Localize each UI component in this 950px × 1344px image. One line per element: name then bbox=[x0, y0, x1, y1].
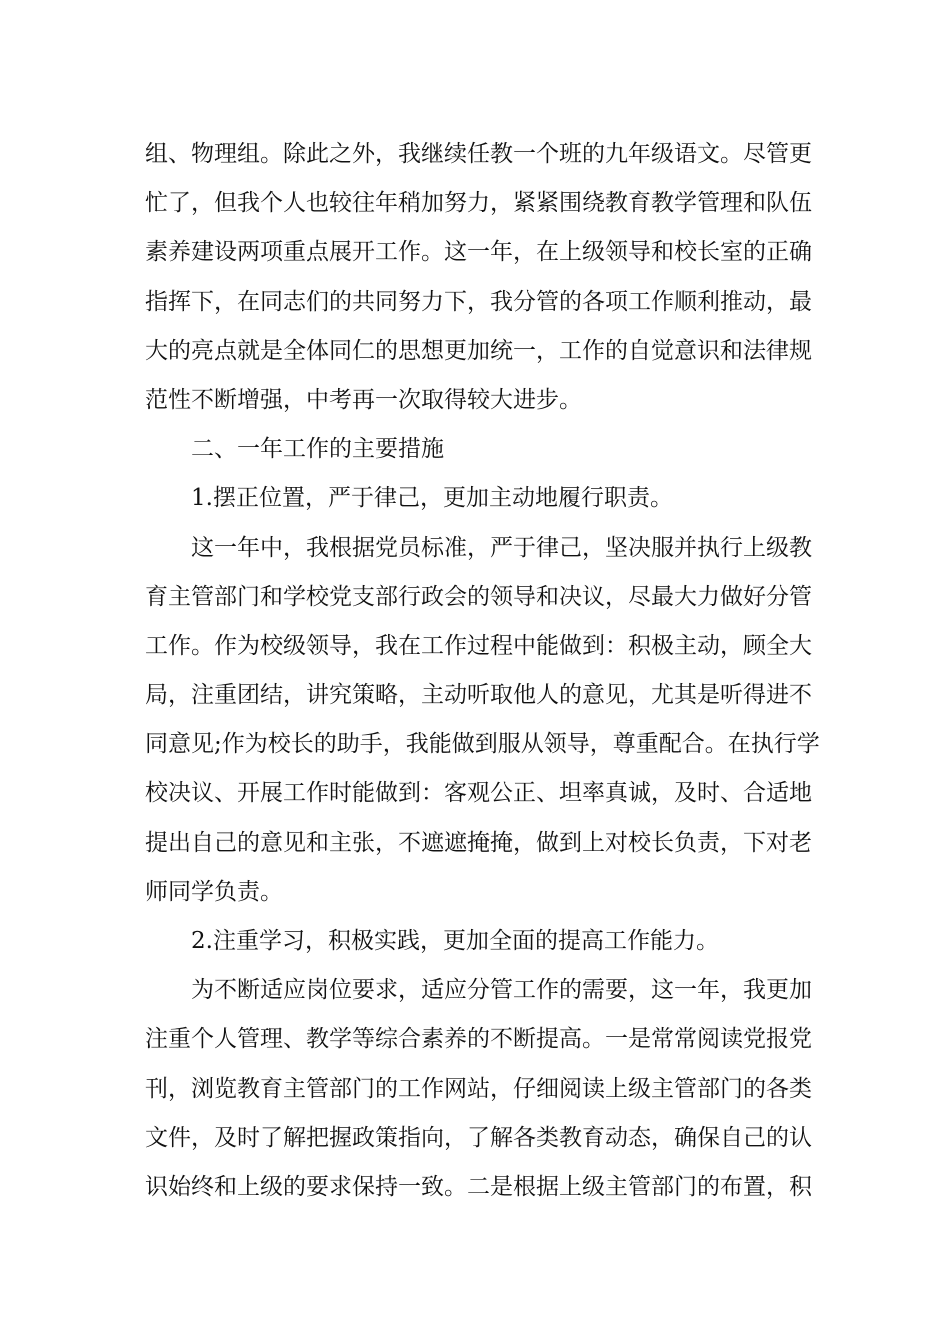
text-line: 提出自己的意见和主张，不遮遮掩掩，做到上对校长负责，下对老 bbox=[145, 829, 812, 856]
document-body bbox=[145, 130, 820, 1212]
paragraph-first-line: 为不断适应岗位要求，适应分管工作的需要，这一年，我更加 bbox=[191, 977, 812, 1004]
text-line: 校决议、开展工作时能做到：客观公正、坦率真诚，及时、合适地 bbox=[145, 780, 812, 807]
text-line: 识始终和上级的要求保持一致。二是根据上级主管部门的布置，积 bbox=[145, 1173, 812, 1200]
paragraph-first-line: 这一年中，我根据党员标准，严于律己，坚决服并执行上级教 bbox=[191, 534, 812, 561]
text-line: 育主管部门和学校党支部行政会的领导和决议，尽最大力做好分管 bbox=[145, 583, 812, 610]
text-line: 师同学负责。 bbox=[145, 878, 283, 905]
text-line: 注重个人管理、教学等综合素养的不断提高。一是常常阅读党报党 bbox=[145, 1026, 812, 1053]
text-line: 大的亮点就是全体同仁的思想更加统一，工作的自觉意识和法律规 bbox=[145, 337, 812, 364]
section-heading: 二、一年工作的主要措施 bbox=[191, 436, 444, 463]
text-line: 忙了，但我个人也较往年稍加努力，紧紧围绕教育教学管理和队伍 bbox=[145, 190, 812, 217]
text-line: 局，注重团结，讲究策略，主动听取他人的意见，尤其是听得进不 bbox=[145, 682, 812, 709]
text-line: 同意见;作为校长的助手，我能做到服从领导，尊重配合。在执行学 bbox=[145, 731, 820, 758]
text-line: 工作。作为校级领导，我在工作过程中能做到：积极主动，顾全大 bbox=[145, 632, 812, 659]
text-line: 素养建设两项重点展开工作。这一年，在上级领导和校长室的正确 bbox=[145, 239, 812, 266]
text-line: 指挥下，在同志们的共同努力下，我分管的各项工作顺利推动，最 bbox=[145, 288, 812, 315]
text-line: 组、物理组。除此之外，我继续任教一个班的九年级语文。尽管更 bbox=[145, 141, 812, 167]
subsection-heading: 1.摆正位置，严于律己，更加主动地履行职责。 bbox=[191, 485, 673, 512]
text-line: 范性不断增强，中考再一次取得较大进步。 bbox=[145, 386, 582, 413]
subsection-heading: 2.注重学习，积极实践，更加全面的提高工作能力。 bbox=[191, 928, 719, 954]
text-line: 文件，及时了解把握政策指向，了解各类教育动态，确保自己的认 bbox=[145, 1124, 812, 1151]
text-line: 刊，浏览教育主管部门的工作网站，仔细阅读上级主管部门的各类 bbox=[145, 1075, 812, 1102]
